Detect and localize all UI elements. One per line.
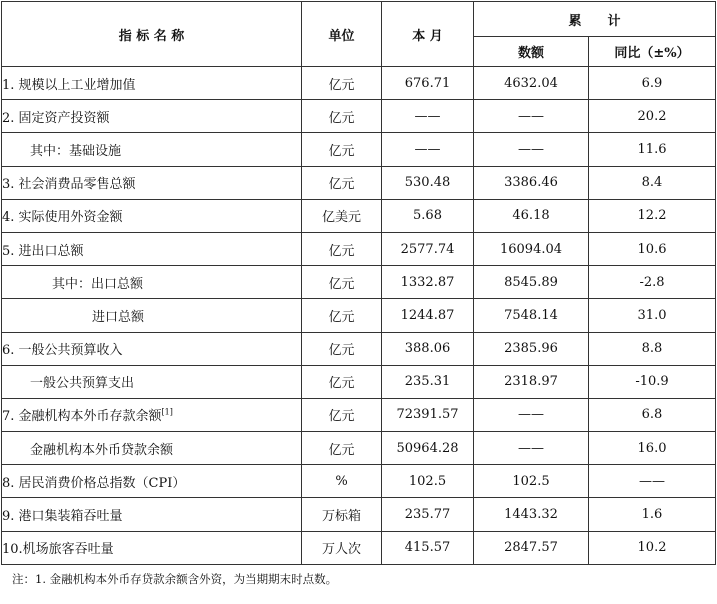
month-value: —— (382, 133, 474, 166)
unit-cell: 万人次 (302, 531, 382, 564)
indicator-name-text: 7. 金融机构本外币存款余额 (2, 409, 162, 425)
table-row (2, 299, 716, 332)
table-row (2, 266, 716, 299)
indicator-name-text: 10.机场旅客吞吐量 (2, 542, 114, 558)
yoy-change: —— (589, 465, 716, 498)
cumulative-amount: 7548.14 (474, 299, 589, 332)
yoy-change: 8.4 (589, 166, 716, 199)
indicator-name-text: 金融机构本外币贷款余额 (30, 442, 174, 458)
indicator-name-text: 进口总额 (92, 309, 145, 325)
indicator-name-text: 一般公共预算支出 (30, 376, 135, 392)
table-row (2, 332, 716, 365)
unit-cell: 亿元 (302, 365, 382, 398)
indicator-name (2, 498, 302, 531)
indicator-name (2, 432, 302, 465)
yoy-change: -10.9 (589, 365, 716, 398)
table-row (2, 166, 716, 199)
indicator-name (2, 465, 302, 498)
header-unit: 单位 (302, 2, 382, 67)
indicator-name (2, 365, 302, 398)
month-value: 530.48 (382, 166, 474, 199)
indicator-name (2, 398, 302, 431)
unit-cell: 亿元 (302, 299, 382, 332)
cumulative-amount: 102.5 (474, 465, 589, 498)
indicator-name (2, 299, 302, 332)
cumulative-amount: 46.18 (474, 199, 589, 232)
unit-cell: 亿元 (302, 432, 382, 465)
table-row (2, 100, 716, 133)
yoy-change: 11.6 (589, 133, 716, 166)
unit-cell: % (302, 465, 382, 498)
cumulative-amount: 1443.32 (474, 498, 589, 531)
table-row (2, 232, 716, 265)
table-row (2, 531, 716, 564)
indicator-name-text: 8. 居民消费价格总指数（CPI） (2, 475, 186, 491)
month-value: 2577.74 (382, 232, 474, 265)
unit-cell: 亿元 (302, 133, 382, 166)
indicator-name (2, 332, 302, 365)
header-amount: 数额 (474, 37, 589, 67)
cumulative-amount: —— (474, 133, 589, 166)
month-value: 1332.87 (382, 266, 474, 299)
table-row (2, 67, 716, 100)
footnote: 注：1. 金融机构本外币存贷款余额含外资，为当期期末时点数。 (12, 572, 338, 586)
unit-cell: 亿元 (302, 266, 382, 299)
indicator-name (2, 531, 302, 564)
cumulative-amount: —— (474, 100, 589, 133)
yoy-change: -2.8 (589, 266, 716, 299)
yoy-change: 16.0 (589, 432, 716, 465)
month-value: 235.77 (382, 498, 474, 531)
header-yoy: 同比（±%） (589, 37, 716, 67)
cumulative-amount: 16094.04 (474, 232, 589, 265)
indicator-name (2, 232, 302, 265)
yoy-change: 8.8 (589, 332, 716, 365)
month-value: 388.06 (382, 332, 474, 365)
table-row (2, 398, 716, 431)
month-value: 102.5 (382, 465, 474, 498)
cumulative-amount: 2847.57 (474, 531, 589, 564)
unit-cell: 亿元 (302, 398, 382, 431)
indicator-name-text: 2. 固定资产投资额 (2, 110, 110, 126)
table-row (2, 465, 716, 498)
statistics-table (1, 1, 716, 565)
header-cumulative: 累 计 (474, 2, 716, 37)
table-row (2, 498, 716, 531)
yoy-change: 10.6 (589, 232, 716, 265)
table-row (2, 365, 716, 398)
table-row (2, 432, 716, 465)
indicator-name-text: 5. 进出口总额 (2, 243, 84, 259)
cumulative-amount: 4632.04 (474, 67, 589, 100)
indicator-name-text: 1. 规模以上工业增加值 (2, 77, 136, 93)
indicator-name (2, 199, 302, 232)
month-value: 235.31 (382, 365, 474, 398)
month-value: 72391.57 (382, 398, 474, 431)
month-value: 5.68 (382, 199, 474, 232)
cumulative-amount: —— (474, 398, 589, 431)
unit-cell: 亿元 (302, 332, 382, 365)
month-value: 1244.87 (382, 299, 474, 332)
month-value: 415.57 (382, 531, 474, 564)
unit-cell: 亿元 (302, 232, 382, 265)
indicator-name-text: 9. 港口集装箱吞吐量 (2, 509, 123, 525)
footnote-ref: [1] (161, 408, 173, 418)
indicator-name (2, 133, 302, 166)
unit-cell: 万标箱 (302, 498, 382, 531)
cumulative-amount: 2318.97 (474, 365, 589, 398)
unit-cell: 亿元 (302, 166, 382, 199)
indicator-name (2, 266, 302, 299)
month-value: 50964.28 (382, 432, 474, 465)
indicator-name (2, 166, 302, 199)
indicator-name-text: 4. 实际使用外资金额 (2, 210, 123, 226)
cumulative-amount: 3386.46 (474, 166, 589, 199)
indicator-name-text: 其中：出口总额 (52, 276, 144, 292)
month-value: —— (382, 100, 474, 133)
unit-cell: 亿美元 (302, 199, 382, 232)
table-row (2, 133, 716, 166)
unit-cell: 亿元 (302, 100, 382, 133)
indicator-name-text: 其中：基础设施 (30, 143, 122, 159)
yoy-change: 6.9 (589, 67, 716, 100)
yoy-change: 12.2 (589, 199, 716, 232)
indicator-name-text: 6. 一般公共预算收入 (2, 343, 123, 359)
cumulative-amount: 8545.89 (474, 266, 589, 299)
indicator-name-text: 3. 社会消费品零售总额 (2, 177, 136, 193)
header-month: 本 月 (382, 2, 474, 67)
yoy-change: 10.2 (589, 531, 716, 564)
unit-cell: 亿元 (302, 67, 382, 100)
yoy-change: 6.8 (589, 398, 716, 431)
cumulative-amount: —— (474, 432, 589, 465)
indicator-name (2, 67, 302, 100)
yoy-change: 1.6 (589, 498, 716, 531)
yoy-change: 20.2 (589, 100, 716, 133)
table-row (2, 199, 716, 232)
indicator-name (2, 100, 302, 133)
cumulative-amount: 2385.96 (474, 332, 589, 365)
month-value: 676.71 (382, 67, 474, 100)
header-indicator: 指 标 名 称 (2, 2, 302, 67)
yoy-change: 31.0 (589, 299, 716, 332)
